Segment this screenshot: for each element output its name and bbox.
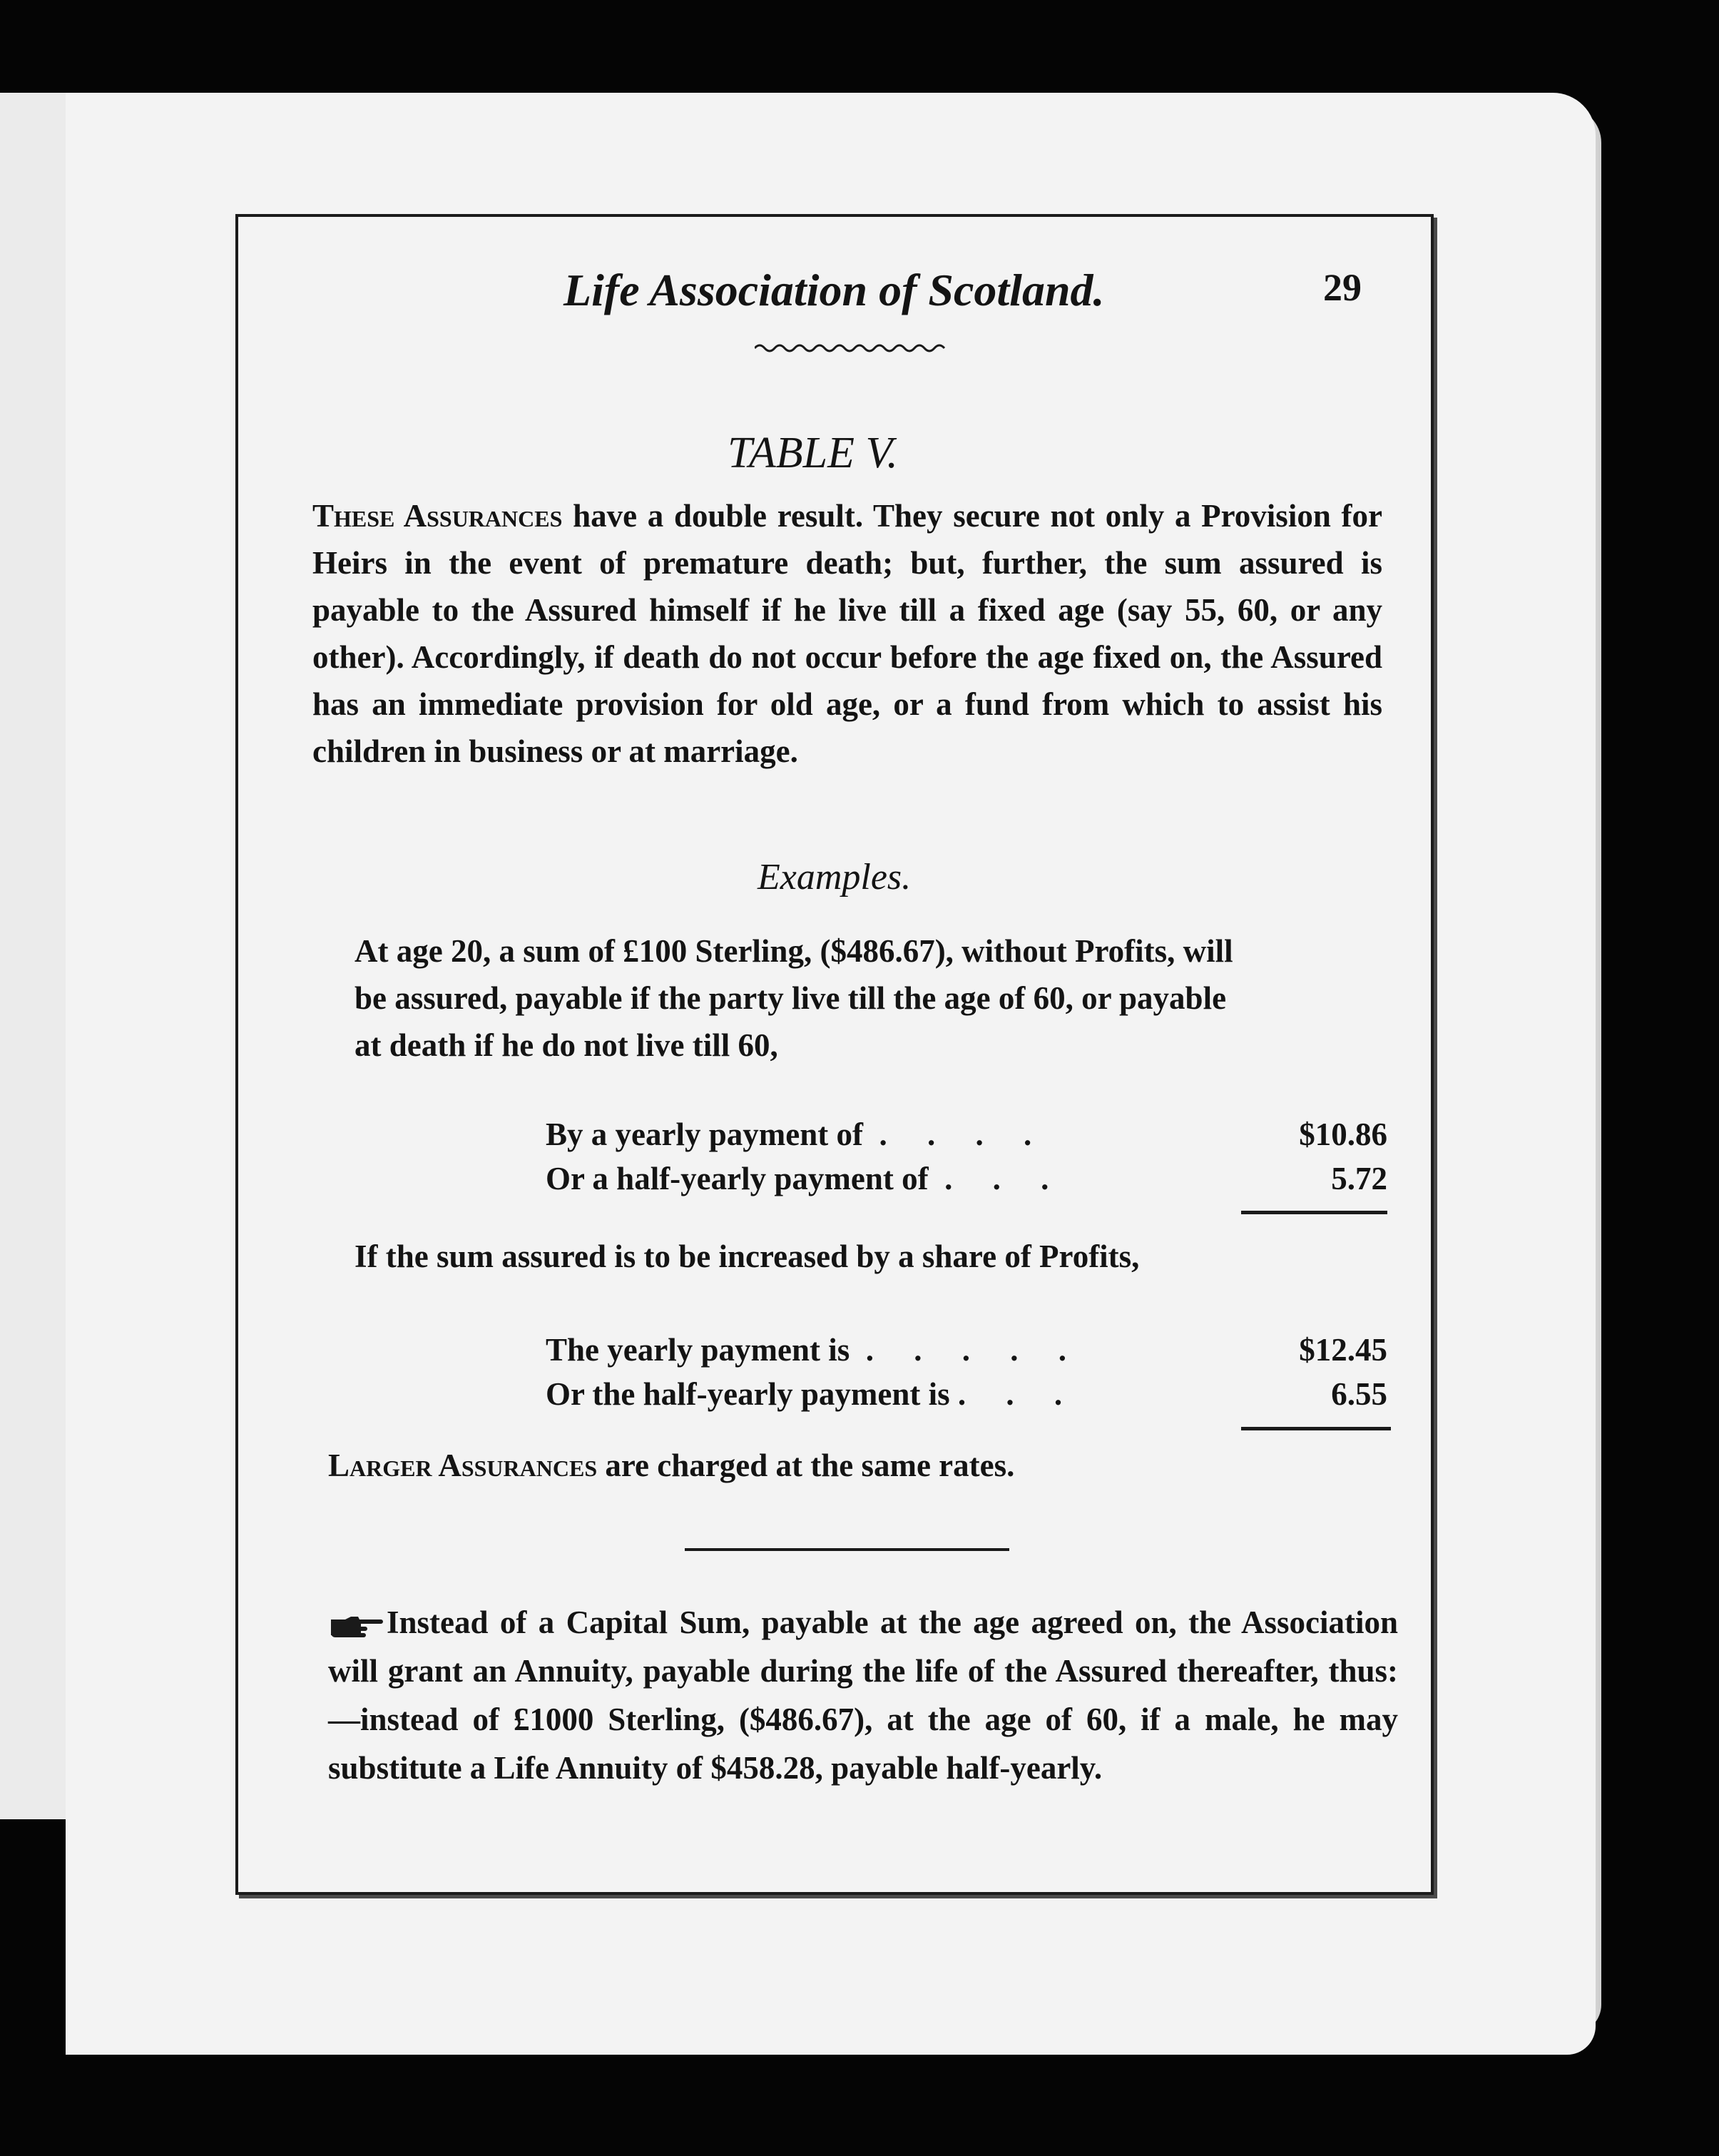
examples-heading: Examples. <box>758 857 912 898</box>
payment-row-yearly-with-profits <box>546 1328 1387 1371</box>
running-header: Life Association of Scotland. <box>563 265 1105 315</box>
payment-amount: 5.72 <box>1331 1161 1387 1196</box>
example-with-profits: If the sum assured is to be increased by a share of Profits, <box>354 1239 1140 1274</box>
total-rule <box>1241 1427 1391 1430</box>
payment-row-half-yearly-with-profits <box>546 1373 1387 1415</box>
payment-amount: 6.55 <box>1331 1376 1387 1412</box>
page-number: 29 <box>1323 266 1362 309</box>
intro-paragraph <box>312 492 1382 775</box>
payment-amount: $12.45 <box>1299 1332 1387 1368</box>
payment-label: By a yearly payment of . . . . <box>546 1117 1032 1152</box>
payment-amount: $10.86 <box>1299 1117 1387 1152</box>
larger-text: are charged at the same rates. <box>597 1448 1015 1483</box>
wavy-ornament <box>755 341 947 355</box>
pointing-hand-icon <box>328 1614 384 1638</box>
payment-label: Or a half-yearly payment of . . . <box>546 1161 1049 1196</box>
left-page-edge <box>0 93 69 1819</box>
payment-label: The yearly payment is . . . . . <box>546 1332 1066 1368</box>
section-divider <box>685 1548 1009 1551</box>
note-text: Instead of a Capital Sum, payable at the age agreed on, the Association will grant an Annuity, payable during the life of the Assured thereafter, thus:—instead of £1000 Sterling, ($486.67), at the age of 60, if a male, he may substitute a Life Annuity of $458.28, payable half-yearly. <box>328 1605 1398 1786</box>
total-rule <box>1241 1211 1387 1214</box>
example-without-profits: At age 20, a sum of £100 Sterling, ($486.67), without Profits, will be assured, payable if the party live till the age of 60, or payable at death if he do not live till 60, <box>354 933 1233 1063</box>
larger-assurances-line <box>328 1447 1014 1484</box>
payment-label: Or the half-yearly payment is . . . <box>546 1376 1063 1412</box>
intro-lead-caps: These Assurances <box>312 498 563 534</box>
payment-row-half-yearly-without-profits <box>546 1157 1387 1200</box>
larger-lead-caps: Larger Assurances <box>328 1448 598 1483</box>
payment-row-yearly-without-profits <box>546 1113 1387 1156</box>
table-title: TABLE V. <box>728 429 898 477</box>
intro-text: have a double result. They secure not only a Provision for Heirs in the event of premature death; but, further, the sum assured is payable to the Assured himself if he live till a fixed age (say 55, 60, or any other). Accordingly, if death do not occur before the age fixed on, the Assured has an immediate provision for old age, or a fund from which to assist his children in business or at marriage. <box>312 498 1383 769</box>
annuity-note <box>328 1598 1398 1792</box>
